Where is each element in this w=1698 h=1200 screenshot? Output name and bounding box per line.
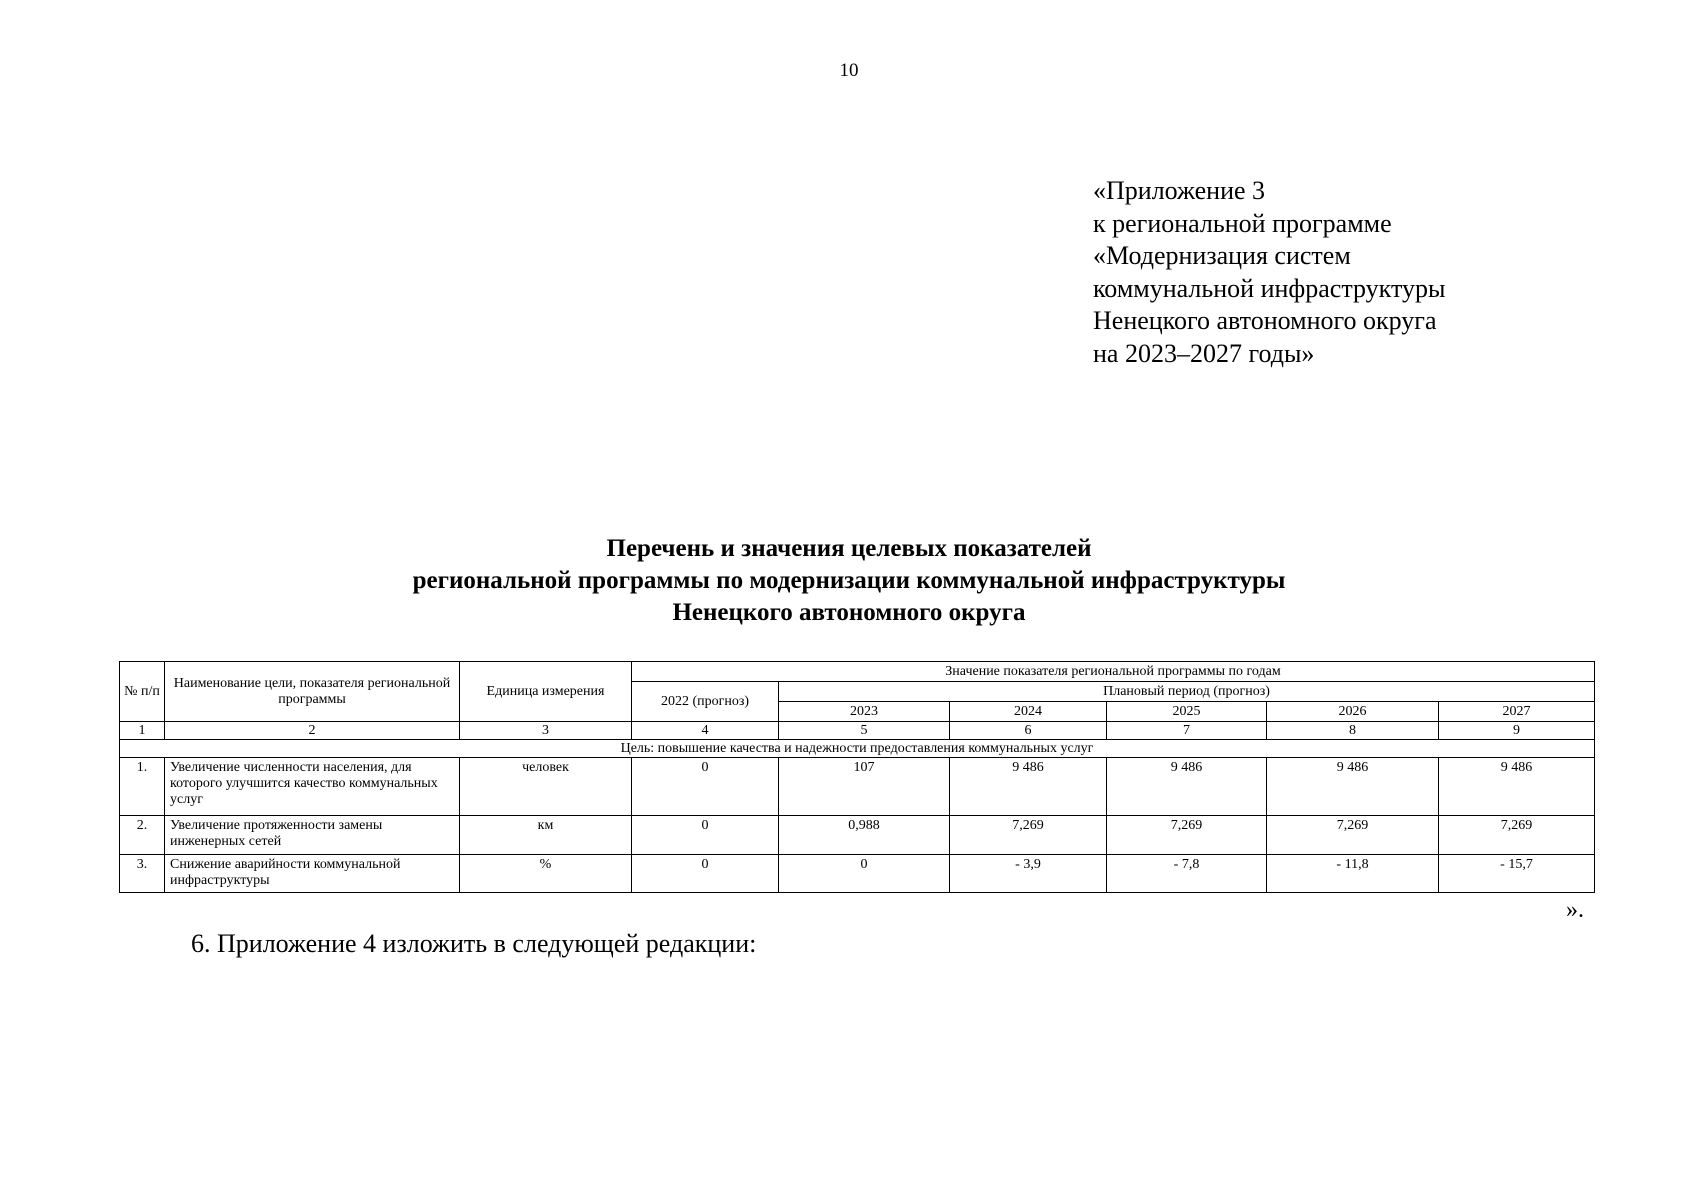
header-year: 2027 [1439, 702, 1595, 722]
column-number: 6 [950, 722, 1107, 740]
header-planning-period: Плановый период (прогноз) [779, 682, 1595, 702]
column-number: 7 [1107, 722, 1267, 740]
title-line: Перечень и значения целевых показателей [606, 535, 1092, 562]
appendix-line: коммунальной инфраструктуры [1093, 273, 1446, 303]
row-name: Увеличение численности населения, для которого улучшится качество коммунальных услуг [165, 758, 460, 816]
row-unit: км [460, 816, 632, 855]
title-line: Ненецкого автономного округа [672, 599, 1026, 626]
row-value: 0 [632, 758, 779, 816]
header-num: № п/п [120, 662, 165, 722]
header-name: Наименование цели, показателя региональной программы [165, 662, 460, 722]
column-number: 4 [632, 722, 779, 740]
row-num: 3. [120, 855, 165, 893]
appendix-line: Ненецкого автономного округа [1093, 306, 1437, 335]
column-number: 8 [1267, 722, 1439, 740]
column-number: 9 [1439, 722, 1595, 740]
row-value: 0 [632, 816, 779, 855]
column-number: 1 [120, 722, 165, 740]
appendix-line: «Модернизация систем [1093, 241, 1351, 270]
row-value: 9 486 [1439, 758, 1595, 816]
row-num: 1. [120, 758, 165, 816]
row-value: - 3,9 [950, 855, 1107, 893]
header-year: 2025 [1107, 702, 1267, 722]
row-value: 9 486 [1267, 758, 1439, 816]
row-value: 7,269 [950, 816, 1107, 855]
row-num: 2. [120, 816, 165, 855]
paragraph-text: 6. Приложение 4 изложить в следующей редакции: [191, 929, 757, 958]
page-number: 10 [839, 60, 859, 81]
header-values-group: Значение показателя региональной программы по годам [632, 662, 1595, 682]
row-value: 0,988 [779, 816, 950, 855]
row-name: Снижение аварийности коммунальной инфраструктуры [165, 855, 460, 893]
appendix-line: «Приложение 3 [1093, 176, 1266, 205]
row-unit: % [460, 855, 632, 893]
table-row [120, 758, 1595, 816]
row-value: 9 486 [950, 758, 1107, 816]
column-number: 3 [460, 722, 632, 740]
appendix-line: к региональной программе [1093, 208, 1392, 238]
header-unit: Единица измерения [460, 662, 632, 722]
row-unit: человек [460, 758, 632, 816]
column-number: 2 [165, 722, 460, 740]
header-forecast-2022: 2022 (прогноз) [632, 682, 779, 722]
header-year: 2023 [779, 702, 950, 722]
indicators-table [119, 661, 1595, 893]
header-year: 2026 [1267, 702, 1439, 722]
row-value: - 15,7 [1439, 855, 1595, 893]
column-number: 5 [779, 722, 950, 740]
header-year: 2024 [950, 702, 1107, 722]
row-value: 7,269 [1107, 816, 1267, 855]
column-numbers-row [120, 722, 1595, 740]
row-value: 0 [779, 855, 950, 893]
row-value: 107 [779, 758, 950, 816]
appendix-header [1093, 175, 1445, 370]
row-name: Увеличение протяженности замены инженерных сетей [165, 816, 460, 855]
row-value: - 7,8 [1107, 855, 1267, 893]
row-value: 0 [632, 855, 779, 893]
goal-row: Цель: повышение качества и надежности предоставления коммунальных услуг [120, 740, 1595, 758]
table-row [120, 816, 1595, 855]
row-value: 7,269 [1439, 816, 1595, 855]
row-value: 7,269 [1267, 816, 1439, 855]
title-line: региональной программы по модернизации коммунальной инфраструктуры [412, 567, 1286, 594]
document-title [0, 533, 1698, 629]
row-value: - 11,8 [1267, 855, 1439, 893]
table-row [120, 855, 1595, 893]
row-value: 9 486 [1107, 758, 1267, 816]
closing-quote: ». [1566, 897, 1584, 923]
appendix-line: на 2023–2027 годы» [1093, 338, 1315, 368]
